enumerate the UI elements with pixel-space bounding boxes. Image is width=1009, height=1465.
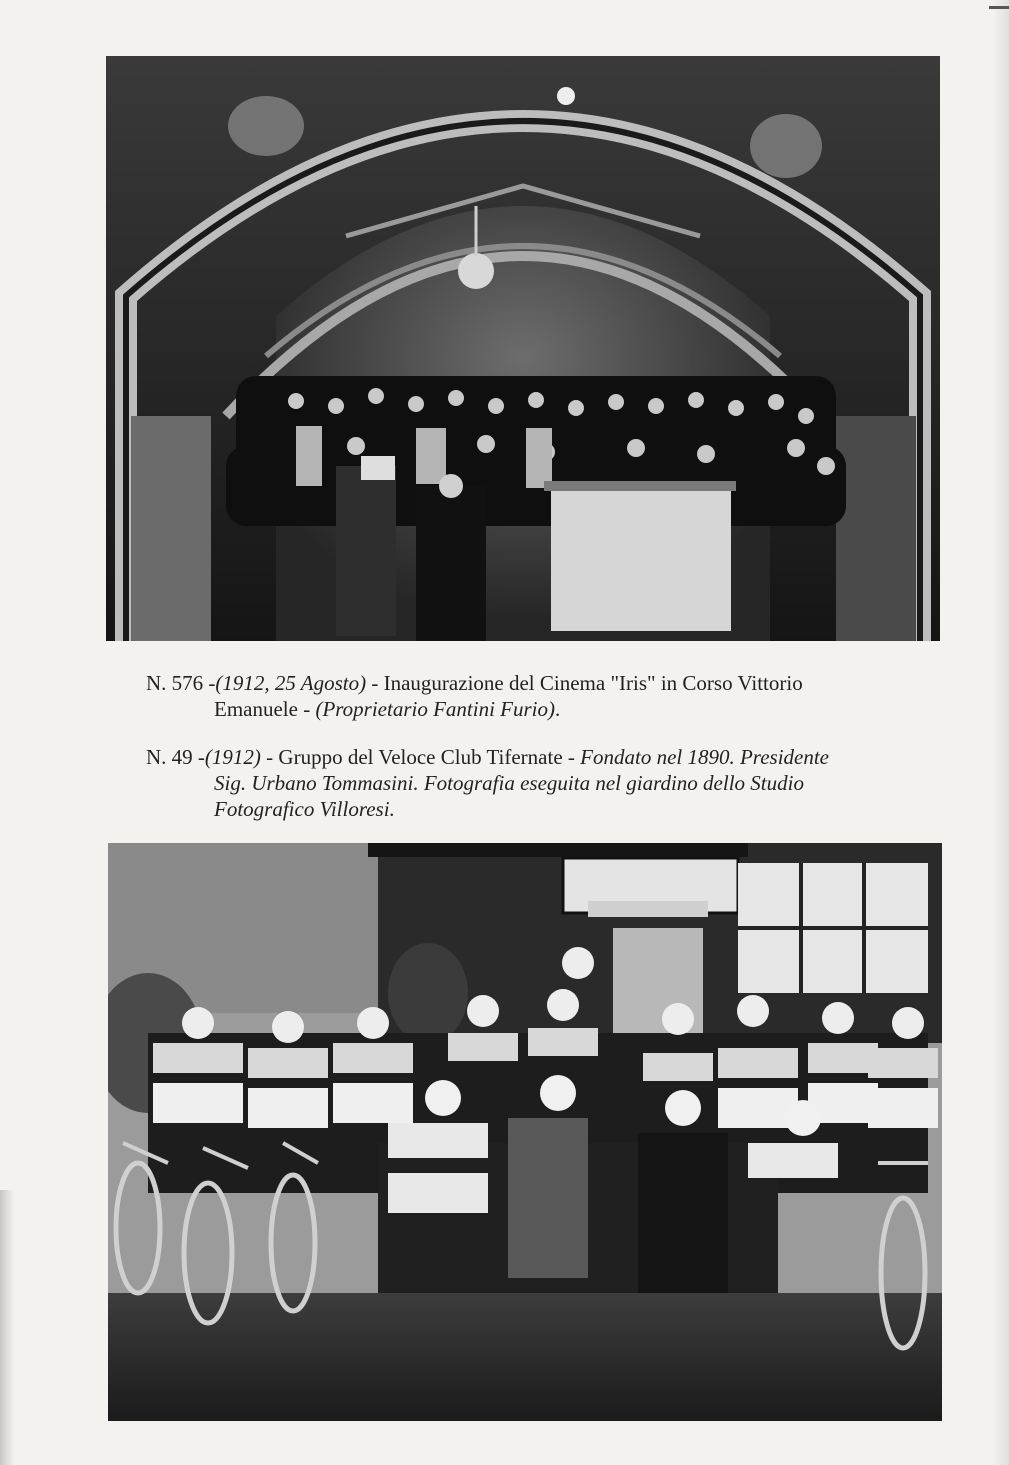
caption-italic-c: Fotografico Villoresi. xyxy=(214,797,395,821)
caption-date: (1912) xyxy=(204,745,261,769)
caption-owner: (Proprietario Fantini Furio) xyxy=(315,697,555,721)
page-edge-shadow xyxy=(993,0,1009,1465)
cycling-club-group-photo xyxy=(108,843,942,1421)
caption-italic-b: Sig. Urbano Tommasini. Fotografia eseguita nel giardino dello Studio xyxy=(214,771,804,795)
page-edge-mark xyxy=(989,6,1009,9)
caption-date: (1912, 25 Agosto) xyxy=(215,671,367,695)
caption-text: - Inaugurazione del Cinema "Iris" in Corso Vittorio xyxy=(366,671,803,695)
cinema-interior-photo xyxy=(106,56,940,641)
caption-text-b: Emanuele - xyxy=(214,697,316,721)
cinema-photo-drawing xyxy=(106,56,940,641)
caption-text: - Gruppo del Veloce Club Tifernate - xyxy=(260,745,581,769)
caption-end: . xyxy=(555,697,561,721)
caption-cycling-club xyxy=(146,744,926,822)
caption-number: N. 49 - xyxy=(146,745,205,769)
caption-number: N. 576 - xyxy=(146,671,216,695)
club-photo-drawing xyxy=(108,843,942,1421)
caption-line-2 xyxy=(146,696,926,722)
page-left-shade xyxy=(0,1190,14,1465)
caption-italic-a: Fondato nel 1890. Presidente xyxy=(580,745,829,769)
caption-cinema xyxy=(146,670,926,722)
